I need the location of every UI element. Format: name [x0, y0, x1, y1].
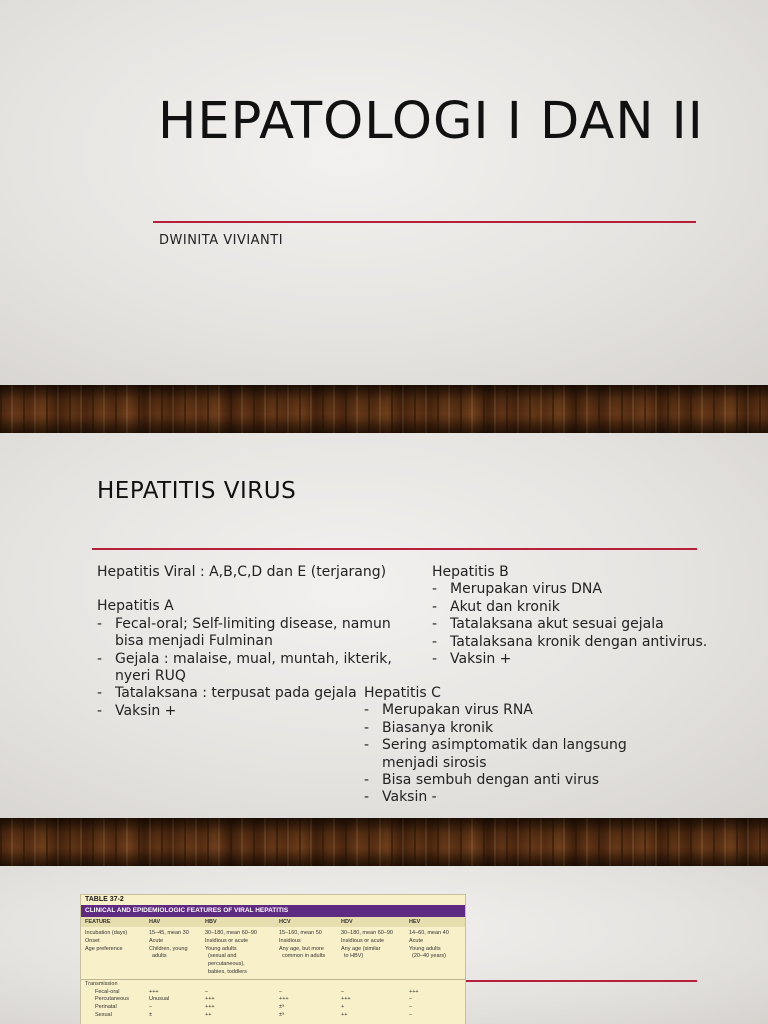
table-cell: babies, toddlers	[208, 969, 247, 975]
table-label: TABLE 37-2	[85, 896, 124, 903]
table-row	[81, 961, 465, 968]
table-cell: Insidious or acute	[341, 937, 385, 944]
table-cell: –	[409, 1004, 413, 1011]
list-item: - Bisa sembuh dengan anti virus	[364, 772, 664, 789]
list-item: - Gejala : malaise, mual, muntah, ikterik, nyeri RUQ	[97, 651, 397, 686]
table-heading: CLINICAL AND EPIDEMIOLOGIC FEATURES OF VIRAL HEPATITIS	[81, 905, 465, 917]
table-row	[81, 969, 465, 976]
hepatitis-b-list	[432, 581, 732, 668]
hepatitis-a-heading: Hepatitis A	[97, 598, 174, 615]
list-item: - Akut dan kronik	[432, 599, 732, 616]
hepatitis-c-column	[364, 685, 664, 807]
wood-floor-divider	[0, 818, 768, 866]
hepatitis-c-heading: Hepatitis C	[364, 685, 441, 701]
table-cell: Age preference	[85, 945, 123, 952]
table-cell: +++	[205, 1004, 215, 1011]
table-cell: Onset	[85, 937, 100, 944]
list-item: - Merupakan virus RNA	[364, 702, 664, 719]
list-item: - Tatalaksana : terpusat pada gejala	[97, 685, 397, 702]
table-cell: ±ᵃ	[279, 1004, 285, 1011]
table-cell: ++	[341, 1012, 348, 1018]
table-cell: 30–180, mean 60–90	[341, 930, 393, 936]
table-cell: –	[279, 988, 283, 995]
list-item: - Fecal-oral; Self-limiting disease, namun bisa menjadi Fulminan	[97, 616, 397, 651]
slide-subtitle: DWINITA VIVIANTI	[159, 233, 284, 248]
list-item: - Tatalaksana akut sesuai gejala	[432, 616, 732, 633]
title-divider	[92, 548, 697, 550]
table-cell: adults	[152, 953, 167, 960]
hepatitis-virus-slide	[0, 433, 768, 818]
hepatitis-b-heading: Hepatitis B	[432, 564, 509, 580]
table-cell: percutaneous),	[208, 961, 245, 968]
list-item: - Tatalaksana kronik dengan antivirus.	[432, 634, 732, 651]
table-cell: ++	[205, 1012, 212, 1018]
table-cell: Young adults	[409, 945, 441, 952]
table-cell: +++	[409, 988, 419, 995]
list-item: - Vaksin +	[432, 651, 732, 668]
table-cell: –	[205, 988, 209, 995]
table-slide	[0, 866, 768, 1024]
table-row	[81, 946, 465, 953]
list-item: - Vaksin -	[364, 789, 664, 806]
list-item: - Vaksin +	[97, 703, 397, 720]
table-cell: –	[409, 996, 413, 1003]
table-cell: (sexual and	[208, 953, 237, 960]
table-cell: –	[341, 988, 345, 995]
list-item: - Merupakan virus DNA	[432, 581, 732, 598]
hepatitis-c-list	[364, 702, 664, 806]
table-row	[81, 996, 465, 1003]
table-row	[81, 989, 465, 996]
table-row	[81, 930, 465, 937]
table-cell: Insidious	[279, 937, 301, 944]
table-cell: (20–40 years)	[412, 953, 446, 960]
table-row	[81, 1004, 465, 1011]
table-cell: 14–60, mean 40	[409, 930, 449, 936]
table-cell: ±	[149, 1012, 153, 1018]
list-item: - Sering asimptomatik dan langsung menjadi sirosis	[364, 737, 664, 772]
table-cell: +++	[149, 988, 159, 995]
table-column-header: HDV	[341, 919, 353, 925]
table-cell: Incubation (days)	[85, 930, 128, 936]
title-divider	[465, 980, 697, 982]
table-cell: Transmission	[85, 980, 118, 987]
table-cell: Unusual	[149, 996, 170, 1003]
viral-hepatitis-table-image	[80, 894, 466, 1024]
title-slide	[0, 0, 768, 385]
table-cell: –	[149, 1004, 153, 1011]
table-cell: Percutaneous	[95, 996, 129, 1003]
table-cell: +++	[341, 996, 351, 1003]
table-cell: –	[409, 1012, 413, 1018]
table-cell: +	[341, 1004, 345, 1011]
wood-floor-divider	[0, 385, 768, 433]
table-cell: 15–45, mean 30	[149, 930, 189, 936]
table-cell: Acute	[149, 937, 164, 944]
hepatitis-a-column	[97, 564, 397, 720]
slide-title: HEPATITIS VIRUS	[97, 478, 297, 504]
table-cell: Any age, but more	[279, 945, 324, 952]
table-cell: Insidious or acute	[205, 937, 249, 944]
intro-text: Hepatitis Viral : A,B,C,D dan E (terjarang)	[97, 564, 387, 580]
slide-title: HEPATOLOGI I DAN II	[158, 92, 704, 151]
table-cell: 15–160, mean 50	[279, 930, 322, 936]
table-cell: +++	[205, 996, 215, 1003]
table-separator	[81, 979, 465, 980]
table-cell: Children, young	[149, 945, 188, 952]
table-cell: Fecal-oral	[95, 988, 120, 995]
table-cell: +++	[279, 996, 289, 1003]
table-column-header: FEATURE	[85, 919, 111, 925]
table-column-header: HBV	[205, 919, 217, 925]
table-cell: Young adults	[205, 945, 237, 952]
title-divider	[153, 221, 696, 223]
table-column-header: HAV	[149, 919, 161, 925]
hepatitis-b-column	[432, 564, 732, 668]
table-cell: Perinatal	[95, 1004, 117, 1011]
table-cell: Sexual	[95, 1012, 112, 1018]
table-row	[81, 938, 465, 945]
table-cell: Any age (similar	[341, 945, 381, 952]
table-cell: ±ᵃ	[279, 1012, 285, 1018]
table-header-row	[81, 917, 465, 927]
list-item: - Biasanya kronik	[364, 720, 664, 737]
table-cell: to HBV)	[344, 953, 364, 960]
table-column-header: HEV	[409, 919, 421, 925]
table-cell: 30–180, mean 60–90	[205, 930, 257, 936]
table-column-header: HCV	[279, 919, 291, 925]
table-cell: common in adults	[282, 953, 326, 960]
table-row	[81, 1012, 465, 1019]
hepatitis-a-list	[97, 616, 397, 720]
table-row	[81, 953, 465, 960]
table-cell: Acute	[409, 937, 424, 944]
table-row	[81, 981, 465, 988]
